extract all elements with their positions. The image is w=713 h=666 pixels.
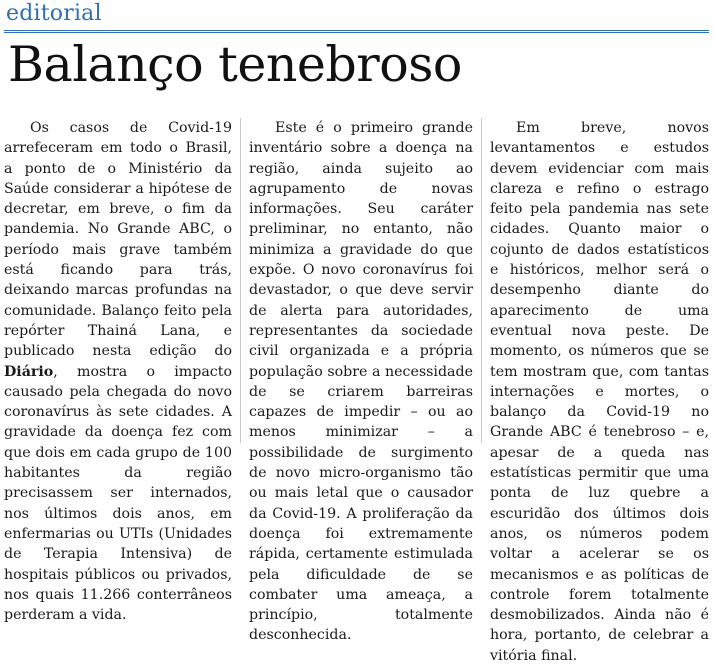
paragraph-1	[4, 118, 232, 625]
column-1	[4, 118, 240, 624]
column-3	[482, 118, 709, 664]
paragraph-2: Este é o primeiro grande inventário sobre a doença na região, ainda sujeito ao agrupamento de novas informações. Seu caráter preliminar, no entanto, não minimiza a gravidade do que expõe. O novo coronavírus foi devastador, o que deve servir de alerta para autoridades, representantes da sociedade civil organizada e a própria população sobre a necessidade de se criarem barreiras capazes de impedir – ou ao menos minimizar – a possibilidade de surgimento de novo micro-organismo tão ou mais letal que o causador da Covid-19. A proliferação da doença foi extremamente rápida, certamente estimulada pela dificuldade de se combater uma ameaça, a princípio, totalmente desconhecida.	[249, 120, 473, 644]
section-label: editorial	[6, 1, 102, 26]
header-rule	[4, 30, 709, 33]
paragraph-1-text-a: Os casos de Covid-19 arrefeceram em todo o Brasil, a ponto de o Ministério da Saúde considerar a hipótese de decretar, em breve, o fim da pandemia. No Grande ABC, o período mais grave também está ficando para trás, deixando marcas profundas na comunidade. Balanço feito pela repórter Thainá Lana, e publicado nesta edição do	[4, 120, 232, 360]
paragraph-3: Em breve, novos levantamentos e estudos devem evidenciar com mais clareza e refino o estrago feito pela pandemia nas sete cidades. Quanto maior o cojunto de dados estatísticos e históricos, melhor será o desempenho diante do aparecimento de uma eventual nova peste. De momento, os números que se tem mostram que, com tantas internações e mortes, o balanço da Covid-19 no Grande ABC é tenebroso – e, apesar de a queda nas estatísticas permitir que uma ponta de luz quebre a escuridão dos últimos dois anos, os números podem voltar a acelerar se os mecanismos e as políticas de controle forem totalmente desmobilizados. Ainda não é hora, portanto, de celebrar a vitória final.	[490, 120, 709, 664]
paragraph-1-text-b: , mostra o impacto causado pela chegada do novo coronavírus às sete cidades. A gravidade da doença fez com que dois em cada grupo de 100 habitantes da região precisassem ser internados, nos últimos dois anos, em enfermarias ou UTIs (Unidades de Terapia Intensiva) de hospitais públicos ou privados, nos quais 11.266 conterrâneos perderam a vida.	[4, 363, 232, 624]
column-2	[240, 118, 482, 644]
headline: Balanço tenebroso	[8, 36, 462, 93]
newspaper-name: Diário	[4, 363, 54, 380]
article-body	[4, 118, 709, 664]
